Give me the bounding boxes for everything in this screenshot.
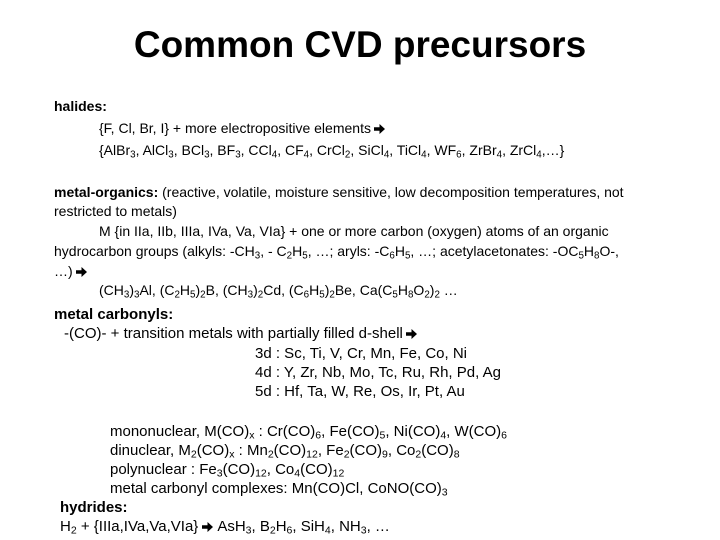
carbonyls-3d: 3d : Sc, Ti, V, Cr, Mn, Fe, Co, Ni	[255, 345, 468, 362]
carbonyls-heading: metal carbonyls:	[54, 306, 174, 323]
halides-line-2: {AlBr$_3$, AlCl$_3$, BCl$_3$, $BF_3$, CCl$_4$, $CF_4$, CrCl$_2$, SiCl$_4$, TiCl$_4$, $WF_6$, ZrBr$_4$, ZrCl$_4$,…}	[99, 142, 565, 161]
carbonyls-5d: 5d : Hf, Ta, W, Re, Os, Ir, Pt, Au	[255, 383, 465, 400]
right-arrow-icon	[76, 267, 87, 277]
carbonyls-4d: 4d : Y, Zr, Nb, Mo, Tc, Ru, Rh, Pd, Ag	[255, 364, 501, 381]
page-title: Common CVD precursors	[133, 24, 587, 65]
metal-organics-line-2: restricted to metals)	[54, 203, 177, 219]
carbonyls-intro: -(CO)- + transition metals with partially filled d-shell	[64, 324, 417, 344]
metal-organics-line-6: $(CH_3)_3Al$, $(C_2H_5)_2B$, $(CH_3)_2Cd$, $(C_6H_5)_2Be$, $Ca(C_5H_8O_2)_2$ …	[99, 282, 458, 301]
hydrides-heading: hydrides:	[60, 499, 128, 516]
carbonyls-polynuclear: polynuclear : $Fe_3(CO)_{12}$, $Co_4(CO)_{12}$	[110, 461, 345, 480]
metal-organics-line-1: metal-organics: (reactive, volatile, moisture sensitive, low decomposition temperatures, not	[54, 184, 624, 200]
right-arrow-icon	[202, 522, 213, 532]
halides-heading: halides:	[54, 98, 107, 114]
metal-organics-line-3: M {in IIa, IIb, IIIa, IVa, Va, VIa} + one or more carbon (oxygen) atoms of an organic	[99, 223, 609, 239]
halides-line-1: {F, Cl, Br, I} + more electropositive elements	[99, 119, 385, 138]
right-arrow-icon	[374, 124, 385, 134]
hydrides-line: $H_2$ + {IIIa,IVa,Va,VIa} AsH$_3$, $B_2H_6$, SiH$_4$, $NH_3$, …	[60, 518, 390, 537]
carbonyls-mononuclear: mononuclear, $M(CO)_x$ : $Cr(CO)_6$, $Fe(CO)_5$, $Ni(CO)_4$, $W(CO)_6$	[110, 423, 507, 442]
carbonyls-complexes: metal carbonyl complexes: Mn(CO)Cl, $CoNO(CO)_3$	[110, 480, 448, 499]
metal-organics-line-4: hydrocarbon groups (alkyls: $-CH_3$, - $C_2H_5$, …; aryls: $-C_6H_5$, …; acetylacetonates: $-OC_5H_8O-$,	[54, 243, 619, 262]
carbonyls-dinuclear: dinuclear, $M_2(CO)_x$ : $Mn_2(CO)_{12}$, $Fe_2(CO)_9$, $Co_2(CO)_8$	[110, 442, 460, 461]
metal-organics-line-5: …)	[54, 262, 87, 281]
right-arrow-icon	[406, 329, 417, 339]
